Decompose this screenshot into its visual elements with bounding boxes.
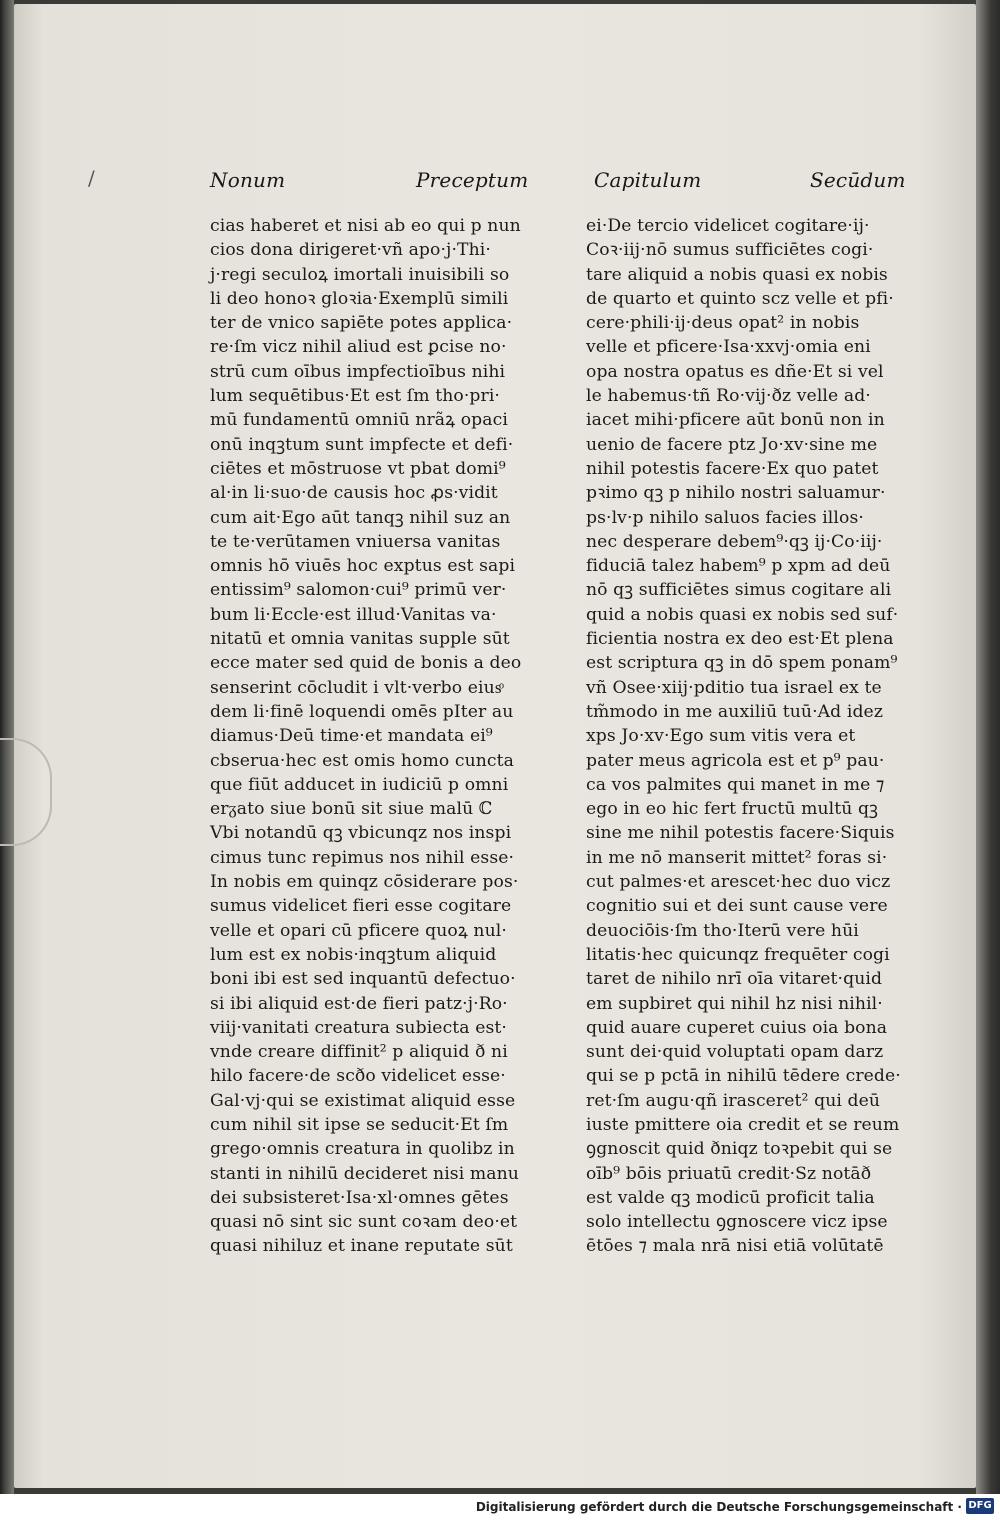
text-line: tm̃modo in me auxiliū tuū·Ad idez xyxy=(586,701,883,722)
text-line: omnis hō viuēs hoc exptus est sapi xyxy=(210,556,516,577)
text-line: velle et pficere·Isa·xxvj·omia eni xyxy=(586,337,871,358)
text-line: hilo facere·de scðo videlicet esse· xyxy=(210,1066,506,1087)
text-line: ētōes ⁊ mala nrā nisi etiā volūtatē xyxy=(586,1236,884,1257)
text-line: nitatū et omnia vanitas supple sūt xyxy=(210,629,510,650)
text-line: entissim⁹ salomon·cui⁹ primū ver· xyxy=(210,580,507,601)
text-line: onū inqꝫtum sunt impfecte et defi· xyxy=(210,434,514,455)
dfg-logo: DFG xyxy=(966,1498,994,1514)
page-fore-edge xyxy=(976,0,1000,1494)
text-line: cios dona dirigeret·vñ apo·j·Thi· xyxy=(210,240,491,261)
text-line: re·ſm vicz nihil aliud est ꝑcise no· xyxy=(210,337,507,358)
text-line: cere·phili·ij·deus opat² in nobis xyxy=(586,313,860,334)
text-line: j·regi seculoꝝ imortali inuisibili so xyxy=(210,264,510,285)
text-line: Gal·vj·qui se existimat aliquid esse xyxy=(210,1090,516,1111)
text-line: sine me nihil potestis facere·Siquis xyxy=(586,823,895,844)
text-line: cum ait·Ego aūt tanqꝫ nihil suz an xyxy=(210,507,511,528)
text-line: fiduciā talez habem⁹ p xpm ad deū xyxy=(586,556,891,577)
text-line: iuste pmittere oia credit et se reum xyxy=(586,1114,900,1135)
text-line: cias haberet et nisi ab eo qui p nun xyxy=(210,216,521,236)
text-line: deuociōis·ſm tho·Iterū vere hūi xyxy=(586,920,859,941)
text-line: Vbi notandū qꝫ vbicunqz nos inspi xyxy=(210,823,512,844)
text-line: ciētes et mōstruose vt pbat domi⁹ xyxy=(210,458,506,479)
text-line: dei subsisteret·Isa·xl·omnes gētes xyxy=(210,1187,509,1208)
text-line: iacet mihi·pficere aūt bonū non in xyxy=(586,410,885,431)
text-line: viij·vanitati creatura subiecta est· xyxy=(210,1017,507,1038)
text-line: ꝯgnoscit quid ðniqz toꝛpebit qui se xyxy=(586,1139,893,1160)
text-line: opa nostra opatus es dñe·Et si vel xyxy=(586,361,884,382)
text-line: pater meus agricola est et p⁹ pau· xyxy=(586,750,885,771)
text-line: cognitio sui et dei sunt cause vere xyxy=(586,896,888,917)
text-line: mū fundamentū omniū nrãꝝ opaci xyxy=(210,410,508,431)
text-line: cum nihil sit ipse se seducit·Et ſm xyxy=(210,1114,509,1135)
text-line: uenio de facere ptz Jo·xv·sine me xyxy=(586,434,878,455)
text-line: vnde creare diffinit² p aliquid ð ni xyxy=(210,1042,508,1063)
text-line: cbserua·hec est omis homo cuncta xyxy=(210,750,515,771)
text-line: velle et opari cū pficere quoꝝ nul· xyxy=(210,920,507,941)
text-line: dem li·finē loquendi omēs pIter au xyxy=(210,701,514,722)
text-line: cut palmes·et arescet·hec duo vicz xyxy=(586,872,891,893)
text-line: nec desperare debem⁹·qꝫ ij·Co·iij· xyxy=(586,531,883,552)
text-line: cimus tunc repimus nos nihil esse· xyxy=(210,847,515,868)
right-text-column xyxy=(586,214,902,1259)
text-line: diamus·Deū time·et mandata ei⁹ xyxy=(210,726,493,747)
text-line: ca vos palmites qui manet in me ⁊ xyxy=(586,774,885,795)
text-line: tare aliquid a nobis quasi ex nobis xyxy=(586,264,888,285)
text-line: Coꝛ·iij·nō sumus sufficiētes cogi· xyxy=(586,240,874,261)
text-line: nō qꝫ sufficiētes simus cogitare ali xyxy=(586,580,892,601)
text-line: ter de vnico sapiēte potes applica· xyxy=(210,313,513,334)
text-line: ret·ſm augu·qñ irasceret² qui deū xyxy=(586,1090,881,1111)
text-line: strū cum oībus impfectioībus nihi xyxy=(210,361,506,382)
text-line: stanti in nihilū decideret nisi manu xyxy=(210,1163,519,1184)
text-line: boni ibi est sed inquantū defectuo· xyxy=(210,969,516,990)
text-line: lum sequētibus·Et est ſm tho·pri· xyxy=(210,386,500,407)
text-line: qui se p pctā in nihilū tēdere crede· xyxy=(586,1066,901,1087)
text-line: ps·lv·p nihilo saluos facies illos· xyxy=(586,507,864,528)
text-line: quid a nobis quasi ex nobis sed suf· xyxy=(586,604,899,625)
text-line: em supbiret qui nihil hz nisi nihil· xyxy=(586,993,883,1014)
text-line: ei·De tercio videlicet cogitare·ij· xyxy=(586,216,870,236)
text-line: nihil potestis facere·Ex quo patet xyxy=(586,458,879,479)
text-line: quasi nō sint sic sunt coꝛam deo·et xyxy=(210,1212,518,1233)
digitization-footer xyxy=(0,1494,1000,1520)
text-line: li deo honoꝛ gloꝛia·Exemplū simili xyxy=(210,288,509,309)
left-text-column xyxy=(210,214,520,1259)
text-line: in me nō manserit mittet² foras si· xyxy=(586,847,888,868)
text-line: sunt dei·quid voluptati opam darz xyxy=(586,1042,884,1063)
text-line: oīb⁹ bōis priuatū credit·Sz notāð xyxy=(586,1163,872,1184)
text-line: si ibi aliquid est·de fieri patz·j·Ro· xyxy=(210,993,508,1014)
text-line: quasi nihiluz et inane reputate sūt xyxy=(210,1236,513,1257)
text-line: bum li·Eccle·est illud·Vanitas va· xyxy=(210,604,497,625)
text-line: de quarto et quinto scz velle et pfi· xyxy=(586,288,894,309)
text-line: vñ Osee·xiij·pditio tua israel ex te xyxy=(586,677,882,698)
running-head-right-2: Secūdum xyxy=(810,168,906,192)
text-line: ficientia nostra ex deo est·Et plena xyxy=(586,629,894,650)
text-line: erᵹato siue bonū sit siue malū ℂ xyxy=(210,799,493,820)
text-line: pꝛimo qꝫ p nihilo nostri saluamur· xyxy=(586,483,886,504)
text-line: sumus videlicet fieri esse cogitare xyxy=(210,896,512,917)
text-line: est scriptura qꝫ in dō spem ponam⁹ xyxy=(586,653,898,674)
text-line: ego in eo hic fert fructū multū qꝫ xyxy=(586,799,878,820)
text-line: In nobis em quinqz cōsiderare pos· xyxy=(210,872,519,893)
margin-mark: / xyxy=(88,166,95,190)
text-line: al·in li·suo·de causis hoc ꝓs·vidit xyxy=(210,483,498,504)
text-line: quid auare cuperet cuius oia bona xyxy=(586,1017,888,1038)
text-line: grego·omnis creatura in quolibz in xyxy=(210,1139,515,1160)
text-line: litatis·hec quicunqz frequēter cogi xyxy=(586,944,890,965)
running-head-left-1: Nonum xyxy=(210,168,286,192)
running-head-left-2: Preceptum xyxy=(416,168,529,192)
text-line: que fiūt adducet in iudiciū p omni xyxy=(210,774,509,795)
footer-credit: Digitalisierung gefördert durch die Deutsche Forschungsgemeinschaft · xyxy=(475,1500,962,1514)
text-line: taret de nihilo nrī oīa vitaret·quid xyxy=(586,969,883,990)
text-line: te te·verūtamen vniuersa vanitas xyxy=(210,531,501,552)
text-line: senserint cōcludit i vlt·verbo eiusͦ xyxy=(210,677,502,698)
text-line: est valde qꝫ modicū proficit talia xyxy=(586,1187,875,1208)
text-line: le habemus·tñ Ro·vij·ðz velle ad· xyxy=(586,386,871,407)
running-head-right-1: Capitulum xyxy=(594,168,702,192)
text-line: xps Jo·xv·Ego sum vitis vera et xyxy=(586,726,856,747)
text-line: lum est ex nobis·inqꝫtum aliquid xyxy=(210,944,497,965)
text-line: ecce mater sed quid de bonis a deo xyxy=(210,653,522,674)
text-line: solo intellectu ꝯgnoscere vicz ipse xyxy=(586,1212,888,1233)
